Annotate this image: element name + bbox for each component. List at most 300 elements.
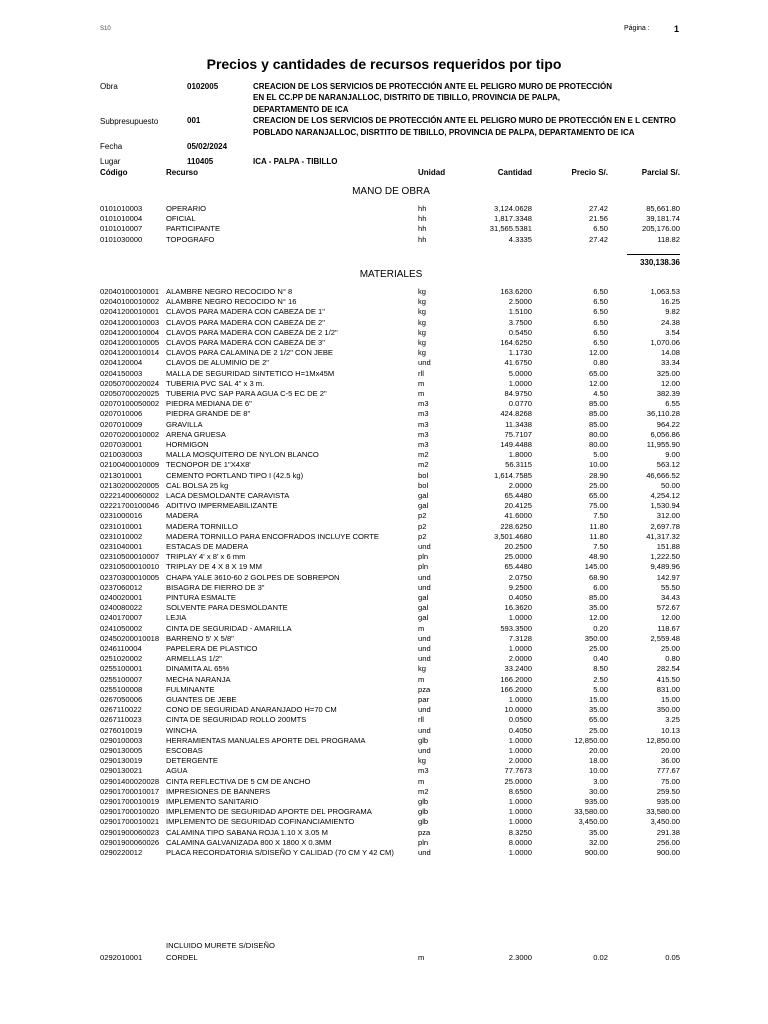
row-codigo: 02040100010002: [100, 297, 160, 307]
row-recurso: CLAVOS PARA MADERA CON CABEZA DE 2": [166, 317, 325, 327]
row-precio: 2.50: [593, 674, 608, 684]
row-cantidad: 424.8268: [500, 409, 532, 419]
row-unidad: kg: [418, 307, 427, 317]
row-codigo: 02901700010021: [100, 817, 160, 827]
table-row: [0, 634, 768, 644]
row-precio: 6.50: [593, 224, 608, 234]
row-precio: 935.00: [584, 797, 608, 806]
row-cantidad: 1.5100: [508, 307, 532, 317]
col-codigo: Código: [100, 168, 128, 177]
row-parcial: 12.00: [660, 378, 680, 388]
row-precio: 3,450.00: [578, 817, 608, 827]
row-parcial: 0.80: [665, 654, 680, 664]
table-row: [0, 389, 768, 399]
row-cantidad: 41.6000: [504, 511, 532, 521]
row-cantidad: 2.0000: [508, 480, 532, 490]
row-precio: 6.50: [593, 338, 608, 347]
row-precio: 65.00: [588, 368, 608, 378]
row-precio: 3.00: [593, 776, 608, 786]
row-unidad: kg: [418, 348, 427, 358]
row-recurso: TUBERIA PVC SAP PARA AGUA C-5 EC DE 2": [166, 389, 327, 398]
table-row: [0, 328, 768, 338]
row-parcial: 34.43: [660, 593, 680, 602]
table-row: [0, 522, 768, 532]
row-recurso: MADERA: [166, 511, 199, 521]
row-codigo: 02041200010003: [100, 317, 160, 327]
row-parcial: 1,070.06: [650, 338, 680, 347]
row-codigo: 02050700020024: [100, 378, 160, 388]
table-row: [0, 797, 768, 807]
row-precio: 6.00: [593, 582, 608, 592]
row-parcial: 3,450.00: [650, 817, 680, 827]
row-codigo: 0204150003: [100, 368, 143, 378]
table-row: [0, 399, 768, 409]
row-parcial: 205,176.00: [641, 224, 680, 234]
row-precio: 80.00: [588, 440, 608, 449]
row-codigo: 0213010001: [100, 470, 143, 480]
mano-de-obra-subtotal: 330,138.36: [639, 258, 680, 267]
page-label: Página :: [624, 25, 650, 32]
table-row: [0, 828, 768, 838]
row-parcial: 831.00: [656, 684, 680, 694]
row-unidad: hh: [418, 214, 427, 224]
row-codigo: 02450200010018: [100, 633, 160, 643]
subpresupuesto-desc-line: CREACION DE LOS SERVICIOS DE PROTECCIÓN ANTE EL PELIGRO MURO DE PROTECCIÓN EN E L CENTRO: [253, 116, 676, 125]
row-precio: 12.00: [588, 613, 608, 623]
row-unidad: m3: [418, 409, 429, 419]
row-unidad: und: [418, 572, 431, 582]
row-parcial: 2,697.78: [650, 521, 680, 531]
row-unidad: glb: [418, 735, 429, 745]
row-codigo: 0207010009: [100, 419, 143, 429]
table-row: [0, 562, 768, 572]
row-codigo: 02901700010019: [100, 797, 160, 806]
row-recurso: CORDEL: [166, 953, 198, 962]
row-codigo: 0240020001: [100, 593, 143, 602]
row-parcial: 36.00: [660, 756, 680, 766]
row-unidad: pza: [418, 827, 431, 837]
row-unidad: und: [418, 358, 431, 368]
row-recurso: CONO DE SEGURIDAD ANARANJADO H=70 CM: [166, 705, 337, 715]
row-recurso: ESTACAS DE MADERA: [166, 542, 249, 551]
row-precio: 35.00: [588, 705, 608, 715]
row-unidad: und: [418, 644, 431, 653]
row-cantidad: 1.0000: [508, 746, 532, 755]
table-row: [0, 460, 768, 470]
row-unidad: p2: [418, 531, 427, 541]
row-cantidad: 228.6250: [500, 521, 532, 531]
table-row: [0, 685, 768, 695]
row-cantidad: 65.4480: [504, 562, 532, 572]
row-cantidad: 2.3000: [508, 953, 532, 962]
section-title-mano-de-obra: MANO DE OBRA: [352, 186, 430, 197]
row-cantidad: 7.3128: [508, 633, 532, 643]
row-cantidad: 8.0000: [508, 837, 532, 847]
row-recurso: OFICIAL: [166, 214, 196, 224]
table-row: [0, 430, 768, 440]
row-cantidad: 149.4488: [500, 440, 532, 449]
row-codigo: 02901700010020: [100, 807, 160, 817]
row-precio: 0.40: [593, 654, 608, 664]
table-row: [0, 409, 768, 419]
row-cantidad: 41.6750: [504, 358, 532, 368]
row-unidad: und: [418, 725, 431, 735]
row-unidad: pln: [418, 562, 429, 572]
row-cantidad: 31,565.5381: [489, 224, 532, 234]
row-recurso: GUANTES DE JEBE: [166, 695, 237, 704]
row-precio: 5.00: [593, 450, 608, 460]
table-row: [0, 501, 768, 511]
row-precio: 6.50: [593, 287, 608, 296]
lugar-code: 110405: [187, 157, 214, 166]
table-row: [0, 369, 768, 379]
row-unidad: m3: [418, 766, 429, 776]
obra-desc-line: CREACION DE LOS SERVICIOS DE PROTECCIÓN ANTE EL PELIGRO MURO DE PROTECCIÓN: [253, 82, 612, 91]
row-recurso: LEJIA: [166, 613, 187, 623]
row-unidad: hh: [418, 204, 427, 213]
row-cantidad: 2.0000: [508, 654, 532, 664]
row-unidad: und: [418, 848, 431, 857]
row-parcial: 563.12: [656, 460, 680, 470]
row-cantidad: 164.6250: [500, 338, 532, 347]
row-recurso: PARTICIPANTE: [166, 224, 221, 234]
row-codigo: 0101010007: [100, 224, 143, 234]
row-parcial: 14.08: [660, 348, 680, 358]
row-unidad: p2: [418, 511, 427, 521]
row-cantidad: 16.3620: [504, 603, 532, 613]
row-parcial: 20.00: [660, 746, 680, 755]
row-recurso: AGUA: [166, 766, 188, 776]
row-codigo: 0290130019: [100, 756, 143, 766]
row-cantidad: 3,124.0628: [493, 204, 532, 213]
row-precio: 4.50: [593, 389, 608, 398]
row-cantidad: 1.0000: [508, 378, 532, 388]
table-row: [0, 603, 768, 613]
row-recurso: TECNOPOR DE 1"X4X8': [166, 460, 251, 470]
subpresupuesto-desc-line: POBLADO NARANJALLOC, DISRTITO DE TIBILLO, PROVINCIA DE PALPA, DEPARTAMENTO DE ICA: [253, 128, 635, 137]
row-recurso: DINAMITA AL 65%: [166, 664, 230, 674]
col-cantidad: Cantidad: [497, 168, 532, 177]
row-cantidad: 0.0770: [508, 399, 532, 409]
row-precio: 25.00: [588, 480, 608, 490]
fecha-label: Fecha: [100, 142, 123, 151]
row-recurso: PAPELERA DE PLASTICO: [166, 644, 258, 653]
row-recurso: IMPRESIONES DE BANNERS: [166, 786, 271, 796]
row-recurso: LACA DESMOLDANTE CARAVISTA: [166, 491, 290, 500]
table-row: [0, 450, 768, 460]
row-parcial: 9,489.96: [650, 562, 680, 572]
row-parcial: 2,559.48: [650, 633, 680, 643]
row-codigo: 02370300010005: [100, 572, 160, 582]
table-row: [0, 338, 768, 348]
row-recurso: CEMENTO PORTLAND TIPO I (42.5 kg): [166, 470, 304, 480]
row-precio: 0.20: [593, 623, 608, 633]
row-cantidad: 1.8000: [508, 450, 532, 460]
row-parcial: 33.34: [660, 358, 680, 368]
table-row: [0, 654, 768, 664]
row-recurso: BARRENO 5' X 5/8": [166, 633, 234, 643]
row-codigo: 0204120004: [100, 358, 143, 368]
row-parcial: 0.05: [665, 953, 680, 962]
row-parcial: 325.00: [656, 368, 680, 378]
row-cantidad: 20.2500: [504, 542, 532, 551]
row-parcial: 572.67: [656, 603, 680, 613]
row-codigo: 0101010004: [100, 214, 143, 224]
row-cantidad: 1.0000: [508, 807, 532, 817]
table-row: [0, 297, 768, 307]
row-cantidad: 65.4480: [504, 491, 532, 500]
row-parcial: 4,254.12: [650, 491, 680, 500]
row-recurso: CLAVOS PARA MADERA CON CABEZA DE 1": [166, 307, 325, 317]
row-parcial: 282.54: [656, 664, 680, 674]
row-recurso: PIEDRA GRANDE DE 8": [166, 409, 251, 419]
row-precio: 32.00: [588, 837, 608, 847]
row-recurso: ALAMBRE NEGRO RECOCIDO N° 16: [166, 297, 297, 307]
row-cantidad: 84.9750: [504, 389, 532, 398]
row-unidad: und: [418, 705, 431, 715]
row-codigo: 02130200020005: [100, 480, 160, 490]
row-parcial: 25.00: [660, 644, 680, 653]
row-cantidad: 25.0000: [504, 776, 532, 786]
row-parcial: 382.39: [656, 389, 680, 398]
row-precio: 85.00: [588, 593, 608, 602]
row-recurso: ESCOBAS: [166, 746, 203, 755]
row-cantidad: 20.4125: [504, 501, 532, 511]
row-precio: 6.50: [593, 317, 608, 327]
row-codigo: 0267050006: [100, 695, 143, 704]
row-precio: 80.00: [588, 429, 608, 439]
row-parcial: 1,063.53: [650, 287, 680, 296]
row-recurso: TUBERIA PVC SAL 4" x 3 m.: [166, 378, 265, 388]
row-precio: 30.00: [588, 786, 608, 796]
row-codigo: 0207030001: [100, 440, 143, 449]
row-parcial: 55.50: [660, 582, 680, 592]
row-parcial: 50.00: [660, 480, 680, 490]
obra-label: Obra: [100, 82, 118, 91]
row-precio: 15.00: [588, 695, 608, 704]
row-recurso: CLAVOS PARA MADERA CON CABEZA DE 3": [166, 338, 325, 347]
row-unidad: kg: [418, 317, 427, 327]
row-unidad: glb: [418, 817, 429, 827]
row-unidad: m: [418, 953, 425, 962]
row-recurso: GRAVILLA: [166, 419, 203, 429]
row-precio: 12,850.00: [574, 735, 608, 745]
row-parcial: 9.00: [665, 450, 680, 460]
row-cantidad: 1.0000: [508, 613, 532, 623]
row-codigo: 02100400010009: [100, 460, 160, 470]
row-recurso: WINCHA: [166, 725, 197, 735]
row-cantidad: 1.0000: [508, 735, 532, 745]
row-parcial: 39,181.74: [646, 214, 680, 224]
row-codigo: 0290100003: [100, 735, 143, 745]
row-unidad: kg: [418, 327, 427, 337]
row-codigo: 02221700100046: [100, 501, 160, 511]
row-recurso: PIEDRA MEDIANA DE 6": [166, 399, 252, 409]
table-row: [0, 838, 768, 848]
table-row: [0, 318, 768, 328]
row-codigo: 0207010006: [100, 409, 143, 419]
row-cantidad: 166.2000: [500, 674, 532, 684]
row-parcial: 1,530.94: [650, 501, 680, 511]
row-precio: 10.00: [588, 766, 608, 776]
row-unidad: hh: [418, 224, 427, 234]
row-cantidad: 2.5000: [508, 297, 532, 307]
table-row: [0, 287, 768, 297]
row-unidad: m3: [418, 399, 429, 409]
table-row: [0, 787, 768, 797]
row-recurso: CAL BOLSA 25 kg: [166, 480, 229, 490]
row-parcial: 3.54: [665, 327, 680, 337]
row-parcial: 900.00: [656, 848, 680, 857]
row-recurso: CALAMINA TIPO SABANA ROJA 1.10 X 3.05 M: [166, 827, 328, 837]
row-cantidad: 8.3250: [508, 827, 532, 837]
table-row: [0, 807, 768, 817]
table-row: [0, 664, 768, 674]
page-number: 1: [674, 24, 680, 34]
row-unidad: gal: [418, 491, 429, 500]
row-unidad: m3: [418, 440, 429, 449]
row-parcial: 118.82: [657, 234, 680, 244]
row-codigo: 02041200010001: [100, 307, 160, 317]
row-unidad: m3: [418, 419, 429, 429]
subpresupuesto-code: 001: [187, 116, 201, 125]
row-precio: 0.02: [593, 953, 608, 962]
row-recurso: IMPLEMENTO DE SEGURIDAD APORTE DEL PROGRAMA: [166, 807, 372, 817]
row-recurso: CLAVOS DE ALUMINIO DE 2": [166, 358, 269, 368]
table-row: [0, 644, 768, 654]
row-parcial: 415.50: [656, 674, 680, 684]
row-unidad: und: [418, 633, 431, 643]
row-parcial: 259.50: [656, 786, 680, 796]
row-parcial: 142.97: [656, 572, 680, 582]
row-precio: 5.00: [593, 684, 608, 694]
row-cantidad: 1.1730: [508, 348, 532, 358]
table-row: [0, 766, 768, 776]
row-codigo: 0231010001: [100, 521, 143, 531]
row-codigo: 02041200010014: [100, 348, 160, 358]
row-recurso: CALAMINA GALVANIZADA 800 X 1800 X 0.3MM: [166, 837, 332, 847]
col-recurso: Recurso: [166, 168, 199, 177]
row-parcial: 16.25: [660, 297, 680, 307]
row-recurso: HORMIGON: [166, 440, 209, 449]
row-unidad: m: [418, 623, 425, 633]
row-cantidad: 56.3115: [505, 460, 532, 470]
row-precio: 11.80: [589, 521, 608, 531]
row-cantidad: 4.3335: [508, 234, 532, 244]
row-recurso: MADERA TORNILLO PARA ENCOFRADOS INCLUYE CORTE: [166, 531, 379, 541]
row-unidad: und: [418, 582, 431, 592]
row-cantidad: 1.0000: [508, 695, 532, 704]
row-precio: 6.50: [593, 307, 608, 317]
obra-code: 0102005: [187, 82, 219, 91]
row-cantidad: 5.0000: [508, 368, 532, 378]
row-precio: 350.00: [584, 633, 608, 643]
row-parcial: 33,580.00: [646, 807, 680, 817]
row-cantidad: 1.0000: [508, 817, 532, 827]
row-unidad: kg: [418, 664, 427, 674]
row-codigo: 0231000016: [100, 511, 143, 521]
row-codigo: 0210030003: [100, 450, 143, 460]
row-precio: 10.00: [588, 460, 608, 470]
row-parcial: 6.55: [665, 399, 680, 409]
section-title-materiales: MATERIALES: [359, 269, 423, 280]
row-precio: 33,580.00: [574, 807, 608, 817]
row-codigo: 0255100007: [100, 674, 143, 684]
row-unidad: pln: [418, 552, 429, 562]
row-recurso: OPERARIO: [166, 204, 207, 213]
row-parcial: 24.38: [660, 317, 680, 327]
row-parcial: 46,666.52: [646, 470, 680, 480]
table-row: [0, 695, 768, 705]
page-title: Precios y cantidades de recursos requeridos por tipo: [206, 56, 562, 72]
report-code: S10: [100, 26, 111, 32]
table-row: [0, 440, 768, 450]
row-unidad: gal: [418, 603, 429, 613]
row-unidad: kg: [418, 297, 427, 307]
row-cantidad: 0.0500: [508, 715, 532, 725]
row-unidad: rll: [418, 715, 424, 725]
table-row: [0, 583, 768, 593]
row-unidad: bol: [418, 470, 429, 480]
row-recurso: MALLA MOSQUITERO DE NYLON BLANCO: [166, 450, 319, 460]
row-unidad: m: [418, 378, 425, 388]
row-parcial: 11,955.90: [646, 440, 680, 449]
row-cantidad: 3,501.4680: [493, 531, 532, 541]
table-row: [0, 613, 768, 623]
row-parcial: 312.00: [656, 511, 680, 521]
row-unidad: m: [418, 674, 425, 684]
row-recurso: CINTA REFLECTIVA DE 5 CM DE ANCHO: [166, 776, 311, 786]
table-row: [0, 471, 768, 481]
row-cantidad: 1,614.7585: [493, 470, 532, 480]
row-cantidad: 0.4050: [508, 725, 532, 735]
table-row: [0, 624, 768, 634]
row-recurso: ADITIVO IMPERMEABILIZANTE: [166, 501, 278, 511]
row-cantidad: 77.7673: [504, 766, 532, 776]
row-recurso: PINTURA ESMALTE: [166, 593, 236, 602]
row-cantidad: 166.2000: [500, 684, 532, 694]
row-precio: 65.00: [588, 715, 608, 725]
row-parcial: 256.00: [656, 837, 680, 847]
row-precio: 900.00: [584, 848, 608, 857]
row-precio: 27.42: [588, 204, 608, 213]
table-row: [0, 358, 768, 368]
row-codigo: 0255100001: [100, 664, 143, 674]
row-precio: 20.00: [588, 746, 608, 755]
row-codigo: 0251020002: [100, 654, 143, 664]
row-precio: 85.00: [588, 419, 608, 429]
row-codigo: 0237060012: [100, 582, 143, 592]
table-row: [0, 675, 768, 685]
row-precio: 145.00: [584, 562, 608, 572]
row-codigo: 02041200010004: [100, 327, 160, 337]
row-codigo: 0246110004: [100, 644, 142, 653]
row-unidad: kg: [418, 287, 427, 296]
row-unidad: pza: [418, 684, 431, 694]
row-parcial: 118.67: [657, 623, 680, 633]
col-unidad: Unidad: [418, 168, 446, 177]
row-unidad: und: [418, 542, 431, 551]
row-precio: 6.50: [593, 327, 608, 337]
row-cantidad: 593.3500: [500, 623, 532, 633]
row-cantidad: 1.0000: [508, 797, 532, 806]
subtotal-rule: [627, 254, 680, 255]
table-row: [0, 491, 768, 501]
row-precio: 65.00: [588, 491, 608, 500]
row-cantidad: 33.2400: [504, 664, 532, 674]
row-unidad: und: [418, 746, 431, 755]
row-codigo: 0240170007: [100, 613, 143, 623]
